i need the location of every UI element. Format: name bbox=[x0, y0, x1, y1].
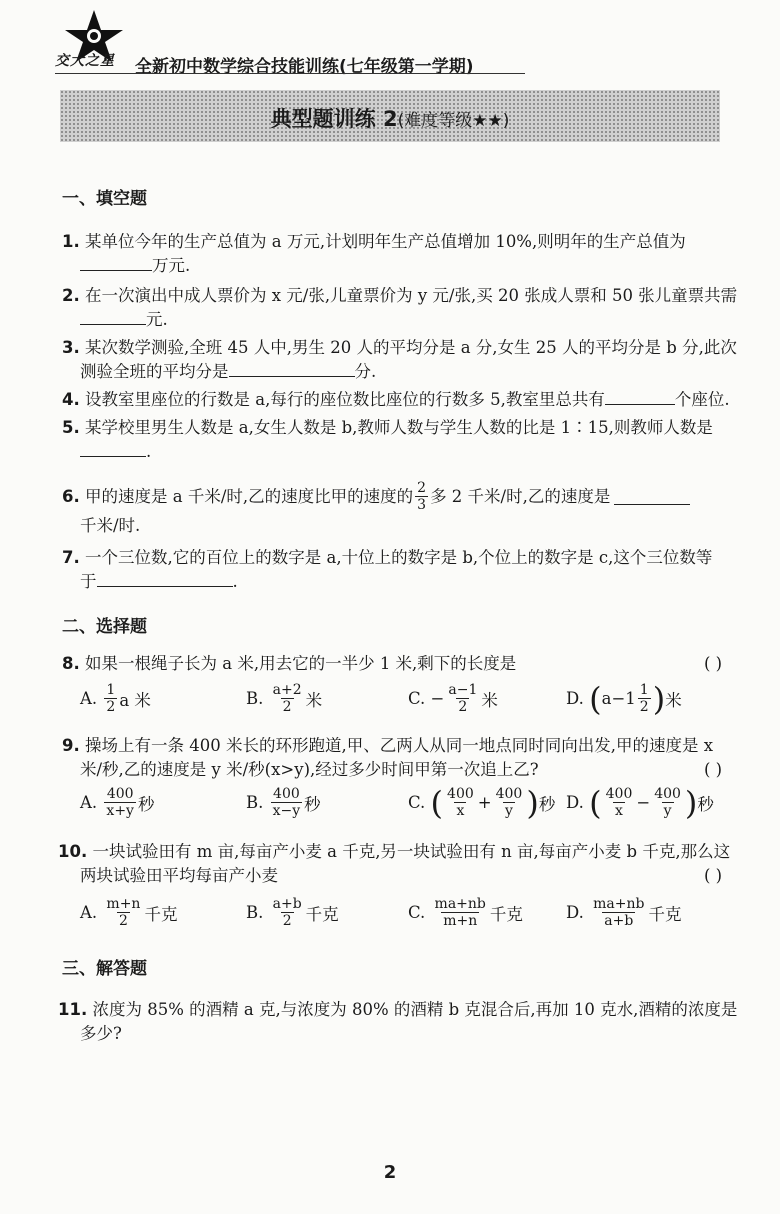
numerator: 2 bbox=[417, 480, 427, 496]
question-text: 测验全班的平均分是 bbox=[80, 362, 229, 381]
option-label: C. bbox=[408, 903, 426, 922]
question-text: . bbox=[232, 572, 238, 591]
right-paren: ) bbox=[652, 679, 666, 718]
answer-parentheses[interactable]: ( ) bbox=[704, 866, 723, 885]
denominator: 2 bbox=[282, 699, 292, 715]
question-9 bbox=[62, 734, 713, 758]
question-number: 5. bbox=[62, 418, 80, 437]
option-d[interactable] bbox=[566, 783, 714, 822]
option-label: D. bbox=[566, 903, 584, 922]
question-5-line2 bbox=[80, 440, 151, 464]
question-11-line2 bbox=[80, 1022, 122, 1046]
fraction bbox=[104, 896, 142, 929]
question-text: 如果一根绳子长为 a 米,用去它的一半少 1 米,剩下的长度是 bbox=[85, 654, 517, 673]
option-b[interactable] bbox=[246, 682, 322, 715]
option-d[interactable] bbox=[566, 896, 681, 929]
fraction bbox=[104, 682, 117, 715]
question-text: 某学校里男生人数是 a,女生人数是 b,教师人数与学生人数的比是 1∶15,则教师人数是 bbox=[85, 418, 713, 437]
fraction bbox=[591, 896, 646, 929]
fraction bbox=[445, 786, 476, 819]
question-6 bbox=[62, 480, 690, 513]
option-text: 千克 bbox=[489, 904, 523, 924]
question-number: 3. bbox=[62, 338, 80, 357]
option-text: 米 bbox=[665, 690, 682, 710]
logo-text: 交大之星 bbox=[55, 53, 115, 69]
denominator: x bbox=[456, 803, 465, 819]
denominator: x−y bbox=[272, 803, 301, 819]
answer-parentheses[interactable]: ( ) bbox=[704, 760, 723, 779]
option-text: 秒 bbox=[697, 794, 714, 814]
question-1 bbox=[62, 230, 686, 254]
fraction bbox=[271, 896, 304, 929]
question-number: 9. bbox=[62, 736, 80, 755]
operator: − bbox=[636, 793, 651, 812]
question-text: 米/秒,乙的速度是 y 米/秒(x>y),经过多少时间甲第一次追上乙? bbox=[80, 760, 539, 779]
page-header bbox=[55, 8, 525, 78]
question-4 bbox=[62, 388, 730, 412]
denominator: 2 bbox=[639, 699, 649, 715]
question-text: 多少? bbox=[80, 1024, 122, 1043]
answer-blank[interactable] bbox=[97, 571, 233, 587]
question-6-line2 bbox=[80, 514, 140, 538]
option-c[interactable] bbox=[408, 682, 498, 715]
option-label: C. bbox=[408, 793, 426, 812]
question-7 bbox=[62, 546, 712, 570]
numerator: a−1 bbox=[448, 682, 478, 698]
numerator: 400 bbox=[654, 786, 681, 802]
question-number: 7. bbox=[62, 548, 80, 567]
left-paren: ( bbox=[589, 679, 602, 718]
option-b[interactable] bbox=[246, 786, 321, 819]
question-text: 两块试验田平均每亩产小麦 bbox=[80, 866, 278, 885]
option-text: 秒 bbox=[538, 794, 556, 814]
question-text: 千米/时. bbox=[80, 516, 141, 535]
option-label: C. bbox=[408, 689, 426, 708]
question-text: 设教室里座位的行数是 a,每行的座位数比座位的行数多 5,教室里总共有 bbox=[85, 390, 605, 409]
denominator: m+n bbox=[443, 913, 478, 929]
question-number: 4. bbox=[62, 390, 80, 409]
question-text: 浓度为 85% 的酒精 a 克,与浓度为 80% 的酒精 b 克混合后,再加 10 克水,酒精的浓度是 bbox=[92, 1000, 738, 1019]
question-text: 个座位. bbox=[674, 390, 730, 409]
question-text: 分. bbox=[354, 362, 377, 381]
option-text: 千克 bbox=[144, 904, 178, 924]
numerator: 400 bbox=[106, 786, 134, 802]
question-number: 2. bbox=[62, 286, 80, 305]
option-c[interactable] bbox=[408, 783, 556, 822]
section-free-response: 三、解答题 bbox=[62, 959, 147, 979]
question-5 bbox=[62, 416, 713, 440]
denominator: 2 bbox=[282, 913, 292, 929]
question-number: 10. bbox=[58, 842, 88, 861]
fraction bbox=[433, 896, 488, 929]
question-text: 于 bbox=[80, 572, 97, 591]
numerator: a+2 bbox=[272, 682, 302, 698]
denominator: y bbox=[505, 803, 513, 819]
left-paren: ( bbox=[589, 783, 602, 822]
option-text: 秒 bbox=[304, 794, 321, 814]
question-text: 多 2 千米/时,乙的速度是 bbox=[430, 486, 611, 506]
series-title: 全新初中数学综合技能训练(七年级第一学期) bbox=[135, 57, 474, 77]
fraction bbox=[415, 480, 428, 513]
numerator: 400 bbox=[605, 786, 633, 802]
denominator: x+y bbox=[106, 803, 134, 819]
answer-blank[interactable] bbox=[80, 441, 146, 457]
question-8 bbox=[62, 652, 516, 676]
denominator: 2 bbox=[106, 699, 116, 715]
option-text: a 米 bbox=[119, 690, 151, 710]
banner-title-main: 典型题训练 2 bbox=[270, 107, 398, 131]
option-label: D. bbox=[566, 793, 584, 812]
question-number: 1. bbox=[62, 232, 80, 251]
answer-blank[interactable] bbox=[80, 255, 152, 271]
option-label: A. bbox=[80, 903, 98, 922]
question-text: 甲的速度是 a 千米/时,乙的速度比甲的速度的 bbox=[85, 486, 414, 506]
answer-parentheses[interactable]: ( ) bbox=[704, 654, 723, 673]
answer-blank[interactable] bbox=[80, 309, 146, 325]
option-a[interactable] bbox=[80, 896, 177, 929]
question-text: 操场上有一条 400 米长的环形跑道,甲、乙两人从同一地点同时同向出发,甲的速度是 x bbox=[85, 736, 714, 755]
section-fill-in: 一、填空题 bbox=[62, 189, 147, 209]
option-text: 千克 bbox=[305, 904, 339, 924]
option-a[interactable] bbox=[80, 682, 151, 715]
option-d[interactable] bbox=[566, 679, 682, 718]
question-number: 8. bbox=[62, 654, 80, 673]
question-number: 6. bbox=[62, 486, 80, 506]
option-a[interactable] bbox=[80, 786, 154, 819]
denominator: 3 bbox=[417, 497, 427, 513]
minus-sign: − bbox=[430, 689, 445, 708]
denominator: 2 bbox=[118, 913, 128, 929]
option-text: 秒 bbox=[137, 794, 155, 814]
section-multiple-choice: 二、选择题 bbox=[62, 617, 147, 637]
question-text: . bbox=[146, 442, 152, 461]
fraction bbox=[652, 786, 683, 819]
question-text: 在一次演出中成人票价为 x 元/张,儿童票价为 y 元/张,买 20 张成人票和 50 张儿童票共需 bbox=[85, 286, 738, 305]
left-paren: ( bbox=[430, 783, 444, 822]
operator: + bbox=[477, 793, 492, 812]
fraction bbox=[638, 682, 651, 715]
numerator: 1 bbox=[106, 682, 116, 698]
question-9-line2 bbox=[80, 758, 539, 782]
numerator: ma+nb bbox=[593, 896, 645, 912]
option-c[interactable] bbox=[408, 896, 523, 929]
question-10-line2 bbox=[80, 864, 278, 888]
question-3 bbox=[62, 336, 737, 360]
fraction bbox=[271, 682, 304, 715]
question-2-line2 bbox=[80, 308, 168, 332]
page-number: 2 bbox=[383, 1162, 397, 1183]
fraction bbox=[494, 786, 525, 819]
numerator: a+b bbox=[272, 896, 302, 912]
question-text: 一块试验田有 m 亩,每亩产小麦 a 千克,另一块试验田有 n 亩,每亩产小麦 b 千克,那么这 bbox=[92, 842, 731, 861]
option-b[interactable] bbox=[246, 896, 339, 929]
right-paren: ) bbox=[526, 783, 539, 822]
title-banner bbox=[60, 90, 720, 142]
numerator: 400 bbox=[273, 786, 300, 802]
question-text: 一个三位数,它的百位上的数字是 a,十位上的数字是 b,个位上的数字是 c,这个三位数等 bbox=[85, 548, 713, 567]
denominator: a+b bbox=[604, 913, 634, 929]
option-label: A. bbox=[80, 793, 98, 812]
numerator: m+n bbox=[106, 896, 141, 912]
numerator: 400 bbox=[447, 786, 474, 802]
question-text: 万元. bbox=[152, 256, 191, 275]
question-11 bbox=[58, 998, 737, 1022]
option-label: B. bbox=[246, 689, 264, 708]
question-text: 元. bbox=[146, 310, 168, 329]
header-rule bbox=[55, 73, 525, 74]
question-text: 某单位今年的生产总值为 a 万元,计划明年生产总值增加 10%,则明年的生产总值为 bbox=[85, 232, 686, 251]
denominator: 2 bbox=[458, 699, 468, 715]
numerator: 1 bbox=[639, 682, 649, 698]
option-label: A. bbox=[80, 689, 98, 708]
option-text: 米 bbox=[305, 690, 323, 710]
right-paren: ) bbox=[684, 783, 698, 822]
question-10 bbox=[58, 840, 730, 864]
banner-difficulty: (难度等级★★) bbox=[397, 111, 510, 131]
answer-blank[interactable] bbox=[605, 389, 675, 405]
option-text: 千克 bbox=[648, 904, 682, 924]
fraction bbox=[446, 682, 479, 715]
question-number: 11. bbox=[58, 1000, 88, 1019]
denominator: x bbox=[615, 803, 623, 819]
answer-blank[interactable] bbox=[229, 361, 355, 377]
numerator: 400 bbox=[495, 786, 523, 802]
question-7-line2 bbox=[80, 570, 238, 594]
numerator: ma+nb bbox=[434, 896, 486, 912]
question-3-line2 bbox=[80, 360, 376, 384]
answer-blank[interactable] bbox=[614, 489, 690, 505]
question-2 bbox=[62, 284, 737, 308]
option-label: B. bbox=[246, 793, 264, 812]
question-text: 某次数学测验,全班 45 人中,男生 20 人的平均分是 a 分,女生 25 人的平均分是 b 分,此次 bbox=[85, 338, 737, 357]
option-label: B. bbox=[246, 903, 264, 922]
question-1-line2 bbox=[80, 254, 190, 278]
fraction bbox=[104, 786, 136, 819]
expression-text: a−1 bbox=[601, 689, 636, 708]
option-label: D. bbox=[566, 689, 584, 708]
option-text: 米 bbox=[481, 690, 498, 710]
fraction bbox=[604, 786, 635, 819]
denominator: y bbox=[663, 803, 672, 819]
banner-title bbox=[60, 103, 720, 133]
fraction bbox=[271, 786, 303, 819]
